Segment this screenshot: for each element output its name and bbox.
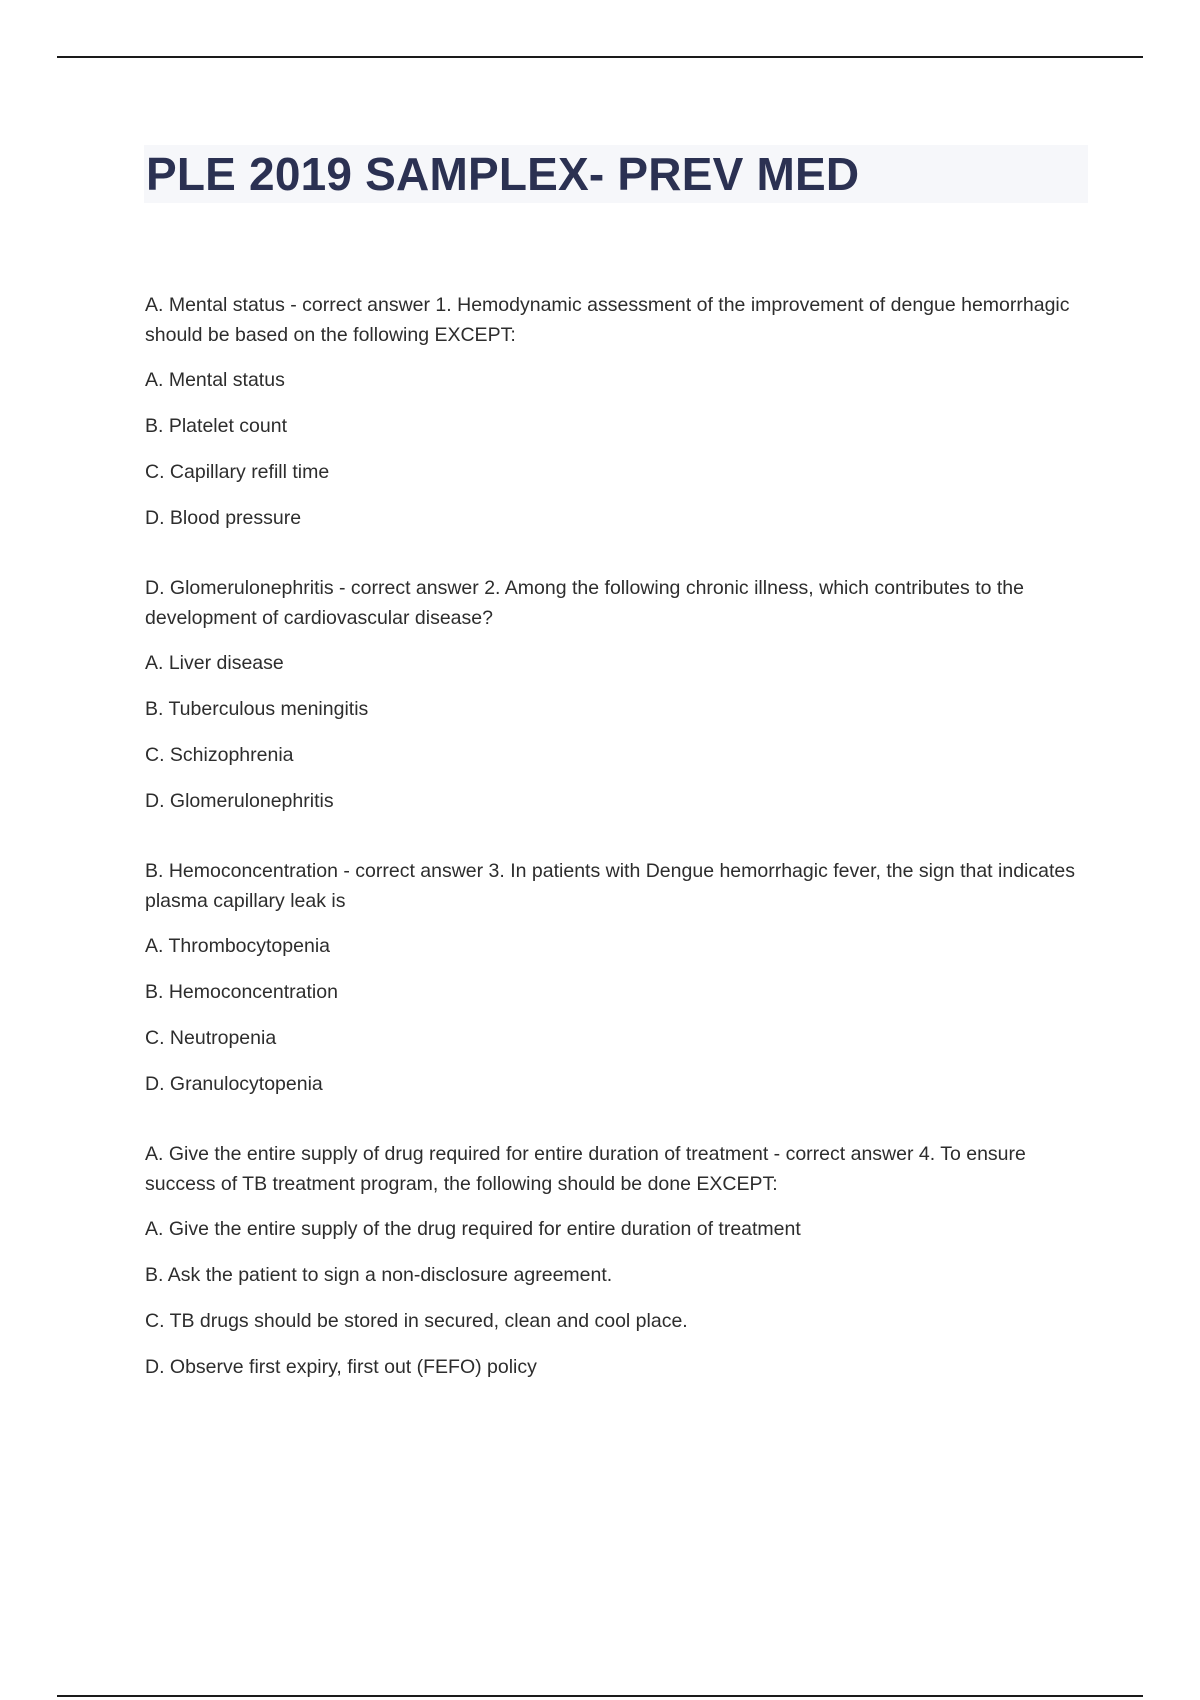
question-block-2 <box>145 573 1090 816</box>
question-3-option-b: B. Hemoconcentration <box>145 981 338 1003</box>
question-2-option-d: D. Glomerulonephritis <box>145 790 334 812</box>
question-block-1 <box>145 290 1090 533</box>
question-1-option-b: B. Platelet count <box>145 415 288 437</box>
question-4-option-a: A. Give the entire supply of the drug required for entire duration of treatment <box>145 1218 801 1240</box>
question-2-option-a: A. Liver disease <box>145 652 284 674</box>
question-2-option-b: B. Tuberculous meningitis <box>145 698 369 720</box>
question-block-3 <box>145 856 1090 1099</box>
question-1-option-a: A. Mental status <box>145 369 285 391</box>
title-banner <box>144 145 1088 203</box>
question-3-option-a: A. Thrombocytopenia <box>145 935 330 957</box>
question-1-option-c: C. Capillary refill time <box>145 461 330 483</box>
question-4-option-d: D. Observe first expiry, first out (FEFO) policy <box>145 1356 537 1378</box>
question-3-option-d: D. Granulocytopenia <box>145 1073 323 1095</box>
question-3-text: B. Hemoconcentration - correct answer 3. In patients with Dengue hemorrhagic fever, the sign that indicates plasma capillary leak is <box>145 860 1075 912</box>
question-4-option-b: B. Ask the patient to sign a non-disclosure agreement. <box>145 1264 613 1286</box>
question-2-text: D. Glomerulonephritis - correct answer 2. Among the following chronic illness, which contributes to the development of cardiovascular disease? <box>145 577 1024 629</box>
top-divider <box>57 56 1143 58</box>
question-4-option-c: C. TB drugs should be stored in secured, clean and cool place. <box>145 1310 688 1332</box>
question-1-option-d: D. Blood pressure <box>145 507 302 529</box>
question-4-text: A. Give the entire supply of drug required for entire duration of treatment - correct answer 4. To ensure success of TB treatment program, the following should be done EXCEPT: <box>145 1143 1026 1195</box>
question-list <box>145 290 1090 1422</box>
document-title: PLE 2019 SAMPLEX- PREV MED <box>146 148 860 200</box>
bottom-divider <box>57 1695 1143 1697</box>
question-1-text: A. Mental status - correct answer 1. Hemodynamic assessment of the improvement of dengue hemorrhagic should be based on the following EXCEPT: <box>145 294 1070 346</box>
question-2-option-c: C. Schizophrenia <box>145 744 294 766</box>
question-block-4 <box>145 1139 1090 1382</box>
question-3-option-c: C. Neutropenia <box>145 1027 277 1049</box>
